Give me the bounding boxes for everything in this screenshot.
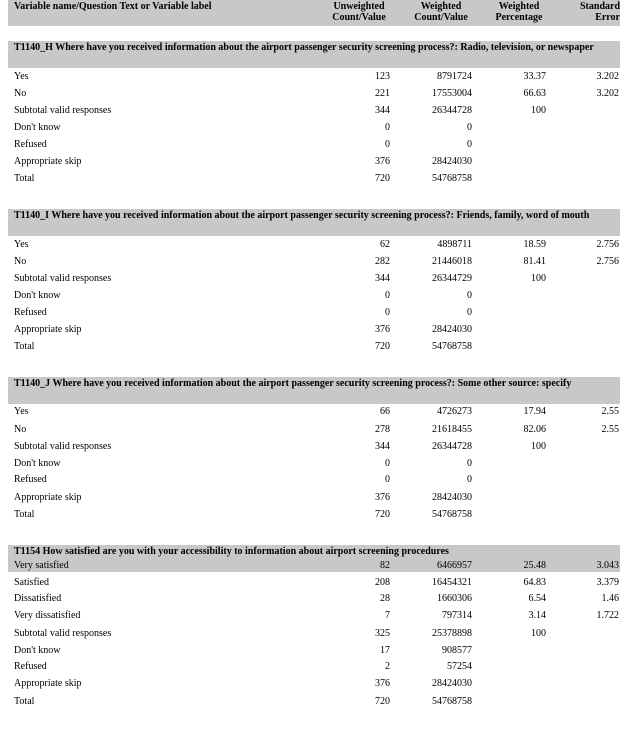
- row-label: Don't know: [14, 290, 61, 301]
- row-label: Total: [14, 173, 35, 184]
- weighted-count: 797314: [442, 610, 472, 621]
- header-unweighted-line2: Count/Value: [332, 12, 386, 23]
- standard-error: 2.756: [596, 239, 619, 250]
- unweighted-count: 376: [375, 678, 390, 689]
- row-label: Total: [14, 341, 35, 352]
- header-weighted-line2: Count/Value: [414, 12, 468, 23]
- row-label: Subtotal valid responses: [14, 105, 112, 116]
- unweighted-count: 376: [375, 156, 390, 167]
- weighted-count: 0: [467, 307, 472, 318]
- weighted-count: 4898711: [437, 239, 472, 250]
- standard-error: 3.202: [596, 71, 619, 82]
- weighted-count: 0: [467, 458, 472, 469]
- standard-error: 2.55: [601, 424, 619, 435]
- unweighted-count: 62: [380, 239, 390, 250]
- weighted-count: 1660306: [437, 593, 472, 604]
- weighted-count: 0: [467, 122, 472, 133]
- weighted-count: 54768758: [432, 341, 472, 352]
- question-header: [8, 377, 620, 404]
- unweighted-count: 325: [375, 628, 390, 639]
- standard-error: 3.379: [596, 577, 619, 588]
- header-se-line1: Standard: [579, 1, 620, 12]
- standard-error: 2.55: [601, 406, 619, 417]
- unweighted-count: 0: [385, 290, 390, 301]
- standard-error: 3.202: [596, 88, 619, 99]
- weighted-count: 908577: [442, 645, 472, 656]
- weighted-count: 57254: [447, 661, 472, 672]
- header-unweighted-line1: Unweighted: [333, 1, 385, 12]
- question-section: [8, 209, 620, 352]
- row-label: No: [14, 88, 27, 99]
- weighted-count: 54768758: [432, 509, 472, 520]
- row-label: Appropriate skip: [14, 156, 82, 167]
- standard-error: 2.756: [596, 256, 619, 267]
- header-se-line2: Error: [595, 12, 620, 23]
- header-weighted-line1: Weighted: [420, 1, 462, 12]
- weighted-percentage: 82.06: [523, 424, 546, 435]
- row-label: Subtotal valid responses: [14, 628, 112, 639]
- unweighted-count: 0: [385, 307, 390, 318]
- header-unweighted: [318, 1, 400, 23]
- row-label: Appropriate skip: [14, 492, 82, 503]
- row-label: Total: [14, 696, 35, 707]
- unweighted-count: 82: [380, 560, 390, 571]
- unweighted-count: 720: [375, 696, 390, 707]
- unweighted-count: 17: [380, 645, 390, 656]
- unweighted-count: 278: [375, 424, 390, 435]
- row-label: Refused: [14, 139, 47, 150]
- unweighted-count: 376: [375, 492, 390, 503]
- row-label: Subtotal valid responses: [14, 441, 112, 452]
- unweighted-count: 282: [375, 256, 390, 267]
- weighted-count: 26344728: [432, 105, 472, 116]
- unweighted-count: 0: [385, 139, 390, 150]
- weighted-count: 28424030: [432, 156, 472, 167]
- question-text: T1140_J Where have you received information about the airport passenger security screening process?: Some other source: specify: [14, 378, 572, 389]
- header-weighted: [400, 1, 482, 23]
- header-standard-error: [558, 1, 620, 23]
- unweighted-count: 28: [380, 593, 390, 604]
- weighted-percentage: 33.37: [523, 71, 546, 82]
- question-text: T1154 How satisfied are you with your accessibility to information about airport screening procedures: [14, 546, 449, 557]
- weighted-percentage: 81.41: [523, 256, 546, 267]
- weighted-count: 54768758: [432, 696, 472, 707]
- row-label: Subtotal valid responses: [14, 273, 112, 284]
- weighted-percentage: 25.48: [523, 560, 546, 571]
- weighted-percentage: 100: [531, 628, 546, 639]
- weighted-percentage: 18.59: [523, 239, 546, 250]
- row-label: Don't know: [14, 458, 61, 469]
- weighted-count: 17553004: [432, 88, 472, 99]
- weighted-percentage: 64.83: [523, 577, 546, 588]
- unweighted-count: 344: [375, 273, 390, 284]
- unweighted-count: 2: [385, 661, 390, 672]
- unweighted-count: 376: [375, 324, 390, 335]
- row-label: Refused: [14, 474, 47, 485]
- question-section: [8, 377, 620, 520]
- row-label: Dissatisfied: [14, 593, 62, 604]
- weighted-count: 54768758: [432, 173, 472, 184]
- weighted-count: 28424030: [432, 678, 472, 689]
- weighted-count: 0: [467, 290, 472, 301]
- unweighted-count: 66: [380, 406, 390, 417]
- weighted-percentage: 6.54: [528, 593, 546, 604]
- weighted-count: 21446018: [432, 256, 472, 267]
- question-text: T1140_H Where have you received information about the airport passenger security screening process?: Radio, television, or newspaper: [14, 42, 594, 53]
- row-label: Yes: [14, 239, 29, 250]
- unweighted-count: 123: [375, 71, 390, 82]
- weighted-count: 26344728: [432, 441, 472, 452]
- header-percentage-line1: Weighted: [498, 1, 540, 12]
- unweighted-count: 0: [385, 122, 390, 133]
- row-label: Appropriate skip: [14, 678, 82, 689]
- question-section: [8, 41, 620, 184]
- weighted-count: 16454321: [432, 577, 472, 588]
- unweighted-count: 0: [385, 474, 390, 485]
- weighted-count: 28424030: [432, 492, 472, 503]
- row-label: Refused: [14, 307, 47, 318]
- unweighted-count: 7: [385, 610, 390, 621]
- weighted-count: 4726273: [437, 406, 472, 417]
- row-label: Total: [14, 509, 35, 520]
- weighted-count: 28424030: [432, 324, 472, 335]
- weighted-percentage: 100: [531, 273, 546, 284]
- header-percentage-line2: Percentage: [495, 12, 543, 23]
- weighted-count: 8791724: [437, 71, 472, 82]
- weighted-percentage: 66.63: [523, 88, 546, 99]
- standard-error: 1.46: [601, 593, 619, 604]
- row-label: Satisfied: [14, 577, 49, 588]
- standard-error: 1.722: [596, 610, 619, 621]
- row-label: Very satisfied: [14, 560, 69, 571]
- question-text: T1140_I Where have you received information about the airport passenger security screening process?: Friends, family, word of mouth: [14, 210, 590, 221]
- weighted-count: 0: [467, 139, 472, 150]
- row-label: Appropriate skip: [14, 324, 82, 335]
- weighted-count: 0: [467, 474, 472, 485]
- question-header: [8, 41, 620, 68]
- unweighted-count: 344: [375, 441, 390, 452]
- row-label: Refused: [14, 661, 47, 672]
- unweighted-count: 720: [375, 173, 390, 184]
- weighted-count: 21618455: [432, 424, 472, 435]
- table-header: [8, 0, 620, 26]
- header-percentage: [482, 1, 556, 23]
- weighted-percentage: 17.94: [523, 406, 546, 417]
- row-label: Don't know: [14, 122, 61, 133]
- unweighted-count: 208: [375, 577, 390, 588]
- unweighted-count: 344: [375, 105, 390, 116]
- standard-error: 3.043: [596, 560, 619, 571]
- weighted-percentage: 100: [531, 105, 546, 116]
- unweighted-count: 0: [385, 458, 390, 469]
- header-variable-label: Variable name/Question Text or Variable label: [14, 1, 212, 12]
- row-label: Very dissatisfied: [14, 610, 81, 621]
- weighted-count: 26344729: [432, 273, 472, 284]
- weighted-count: 25378898: [432, 628, 472, 639]
- weighted-percentage: 100: [531, 441, 546, 452]
- row-label: No: [14, 424, 27, 435]
- row-label: Yes: [14, 71, 29, 82]
- row-label: Yes: [14, 406, 29, 417]
- unweighted-count: 720: [375, 341, 390, 352]
- row-label: Don't know: [14, 645, 61, 656]
- row-label: No: [14, 256, 27, 267]
- weighted-percentage: 3.14: [528, 610, 546, 621]
- unweighted-count: 720: [375, 509, 390, 520]
- unweighted-count: 221: [375, 88, 390, 99]
- question-header: [8, 209, 620, 236]
- question-section: [8, 545, 620, 707]
- weighted-count: 6466957: [437, 560, 472, 571]
